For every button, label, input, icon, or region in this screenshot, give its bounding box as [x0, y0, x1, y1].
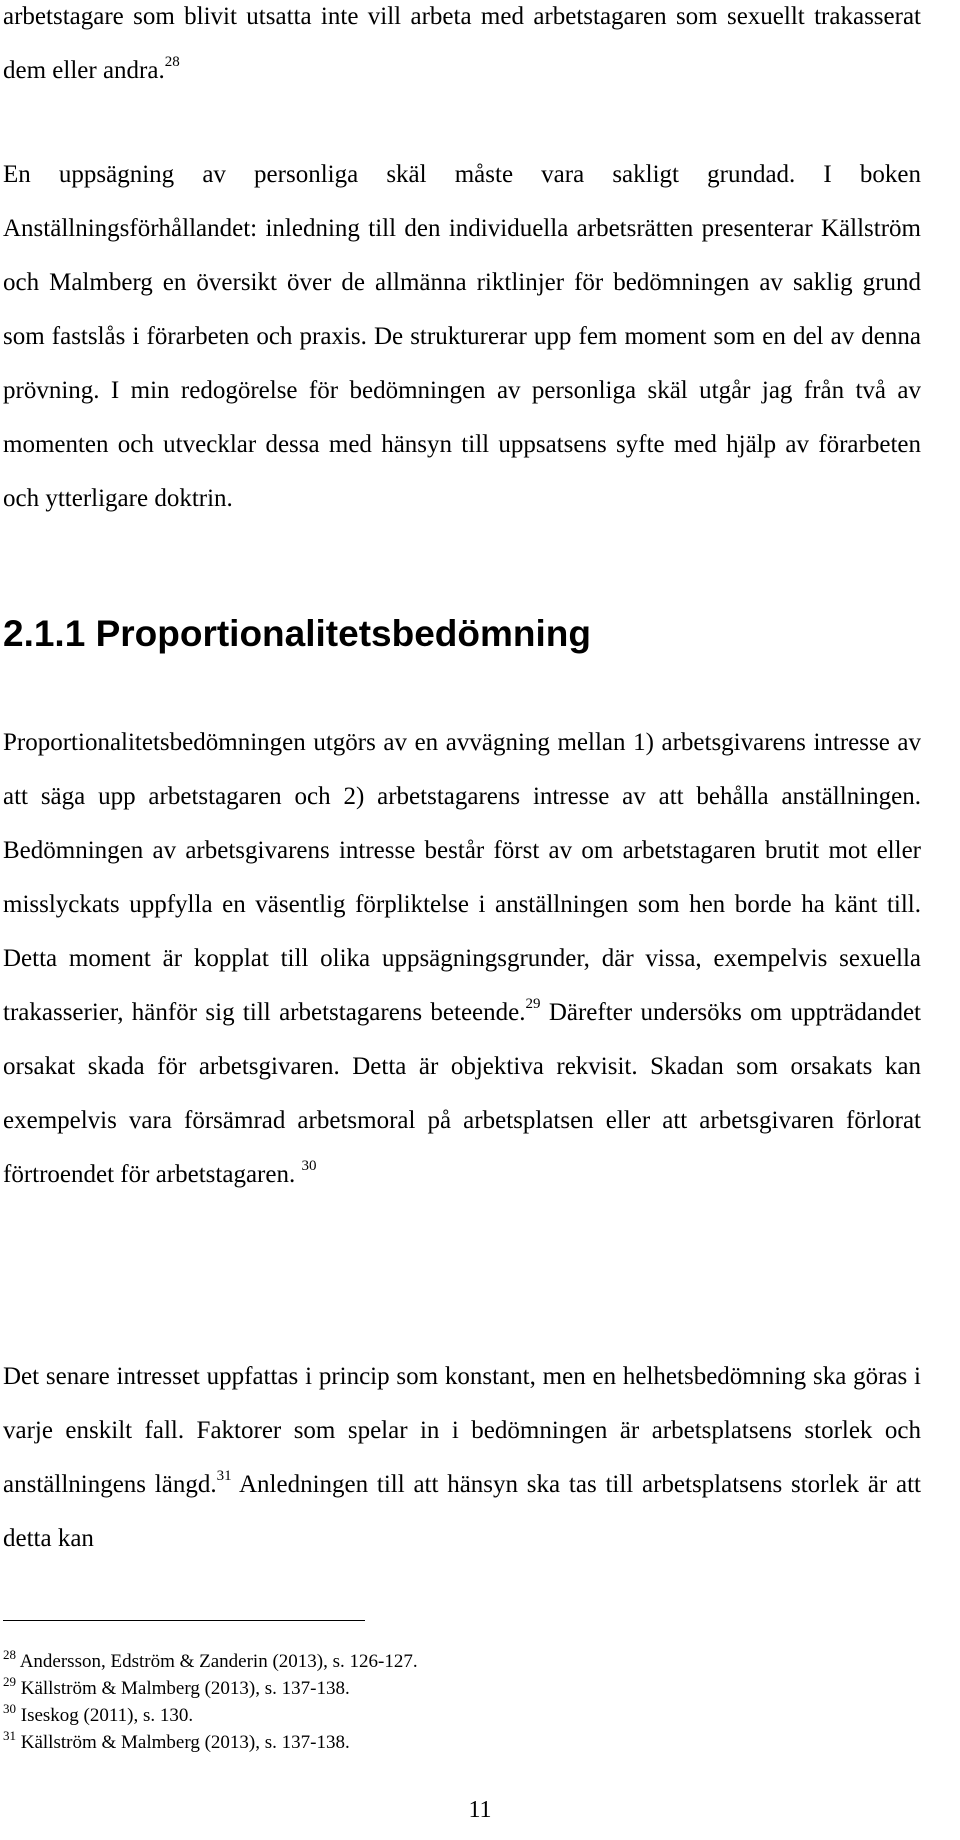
paragraph-text: Anledningen till att hänsyn ska tas till arbetsplatsens storlek är att detta kan: [3, 1471, 921, 1552]
paragraph-saklig-grund: [3, 148, 921, 526]
footnote-ref: 28: [164, 54, 180, 70]
footnote: [3, 1702, 418, 1729]
footnote-number: 30: [3, 1701, 16, 1716]
footnote-number: 29: [3, 1674, 16, 1689]
paragraph-text: Därefter undersöks om uppträdandet orsakat skada för arbetsgivaren. Detta är objektiva rekvisit. Skadan som orsakats kan exempelvis vara försämrad arbetsmoral på arbetsplatsen eller att arbetsgivaren förlorat förtroendet för arbetstagaren.: [3, 999, 921, 1188]
footnote: [3, 1648, 418, 1675]
footnote-text: Källström & Malmberg (2013), s. 137-138.: [16, 1732, 350, 1753]
paragraph-text: Proportionalitetsbedömningen utgörs av en avvägning mellan 1) arbetsgivarens intresse av att säga upp arbetstagaren och 2) arbetstagarens intresse av att behålla anställningen. Bedömningen av arbetsgivarens intresse består först av om arbetstagaren brutit mot eller misslyckats uppfylla en väsentlig förpliktelse i anställningen som hen borde ha känt till. Detta moment är kopplat till olika uppsägningsgrunder, där vissa, exempelvis sexuella trakasserier, hänför sig till arbetstagarens beteende.: [3, 729, 921, 1026]
paragraph-senare-intresset: [3, 1350, 921, 1566]
footnote: [3, 1675, 418, 1702]
footnote-text: Källström & Malmberg (2013), s. 137-138.: [16, 1678, 350, 1699]
paragraph-proportionalitet: [3, 716, 921, 1202]
footnotes: [3, 1648, 418, 1756]
page-number: 11: [468, 1797, 492, 1823]
footnote-divider: [3, 1620, 365, 1621]
paragraph-text: Det senare intresset uppfattas i princip som konstant, men en helhetsbedömning ska göras i varje enskilt fall. Faktorer som spelar in i bedömningen är arbetsplatsens storlek och anställningens längd.: [3, 1363, 921, 1498]
paragraph-text: En uppsägning av personliga skäl måste vara sakligt grundad. I boken Anställningsförhållandet: inledning till den individuella arbetsrätten presenterar Källström och Malmberg en översikt över de allmänna riktlinjer för bedömningen av saklig grund som fastslås i förarbeten och praxis. De strukturerar upp fem moment som en del av denna prövning. I min redogörelse för bedömningen av personliga skäl utgår jag från två av momenten och utvecklar dessa med hänsyn till uppsatsens syfte med hjälp av förarbeten och ytterligare doktrin.: [3, 161, 921, 512]
footnote-text: Iseskog (2011), s. 130.: [16, 1705, 194, 1726]
footnote: [3, 1729, 418, 1756]
footnote-number: 31: [3, 1728, 16, 1743]
paragraph-continuation: [3, 0, 921, 98]
footnote-text: Andersson, Edström & Zanderin (2013), s. 126-127.: [16, 1651, 418, 1672]
footnote-ref: 31: [216, 1468, 232, 1484]
footnote-number: 28: [3, 1647, 16, 1662]
footnote-ref: 30: [301, 1158, 317, 1174]
section-heading: 2.1.1 Proportionalitetsbedömning: [3, 613, 591, 654]
footnote-ref: 29: [525, 996, 541, 1012]
paragraph-text: arbetstagare som blivit utsatta inte vill arbeta med arbetstagaren som sexuellt trakasserat dem eller andra.: [3, 3, 921, 84]
